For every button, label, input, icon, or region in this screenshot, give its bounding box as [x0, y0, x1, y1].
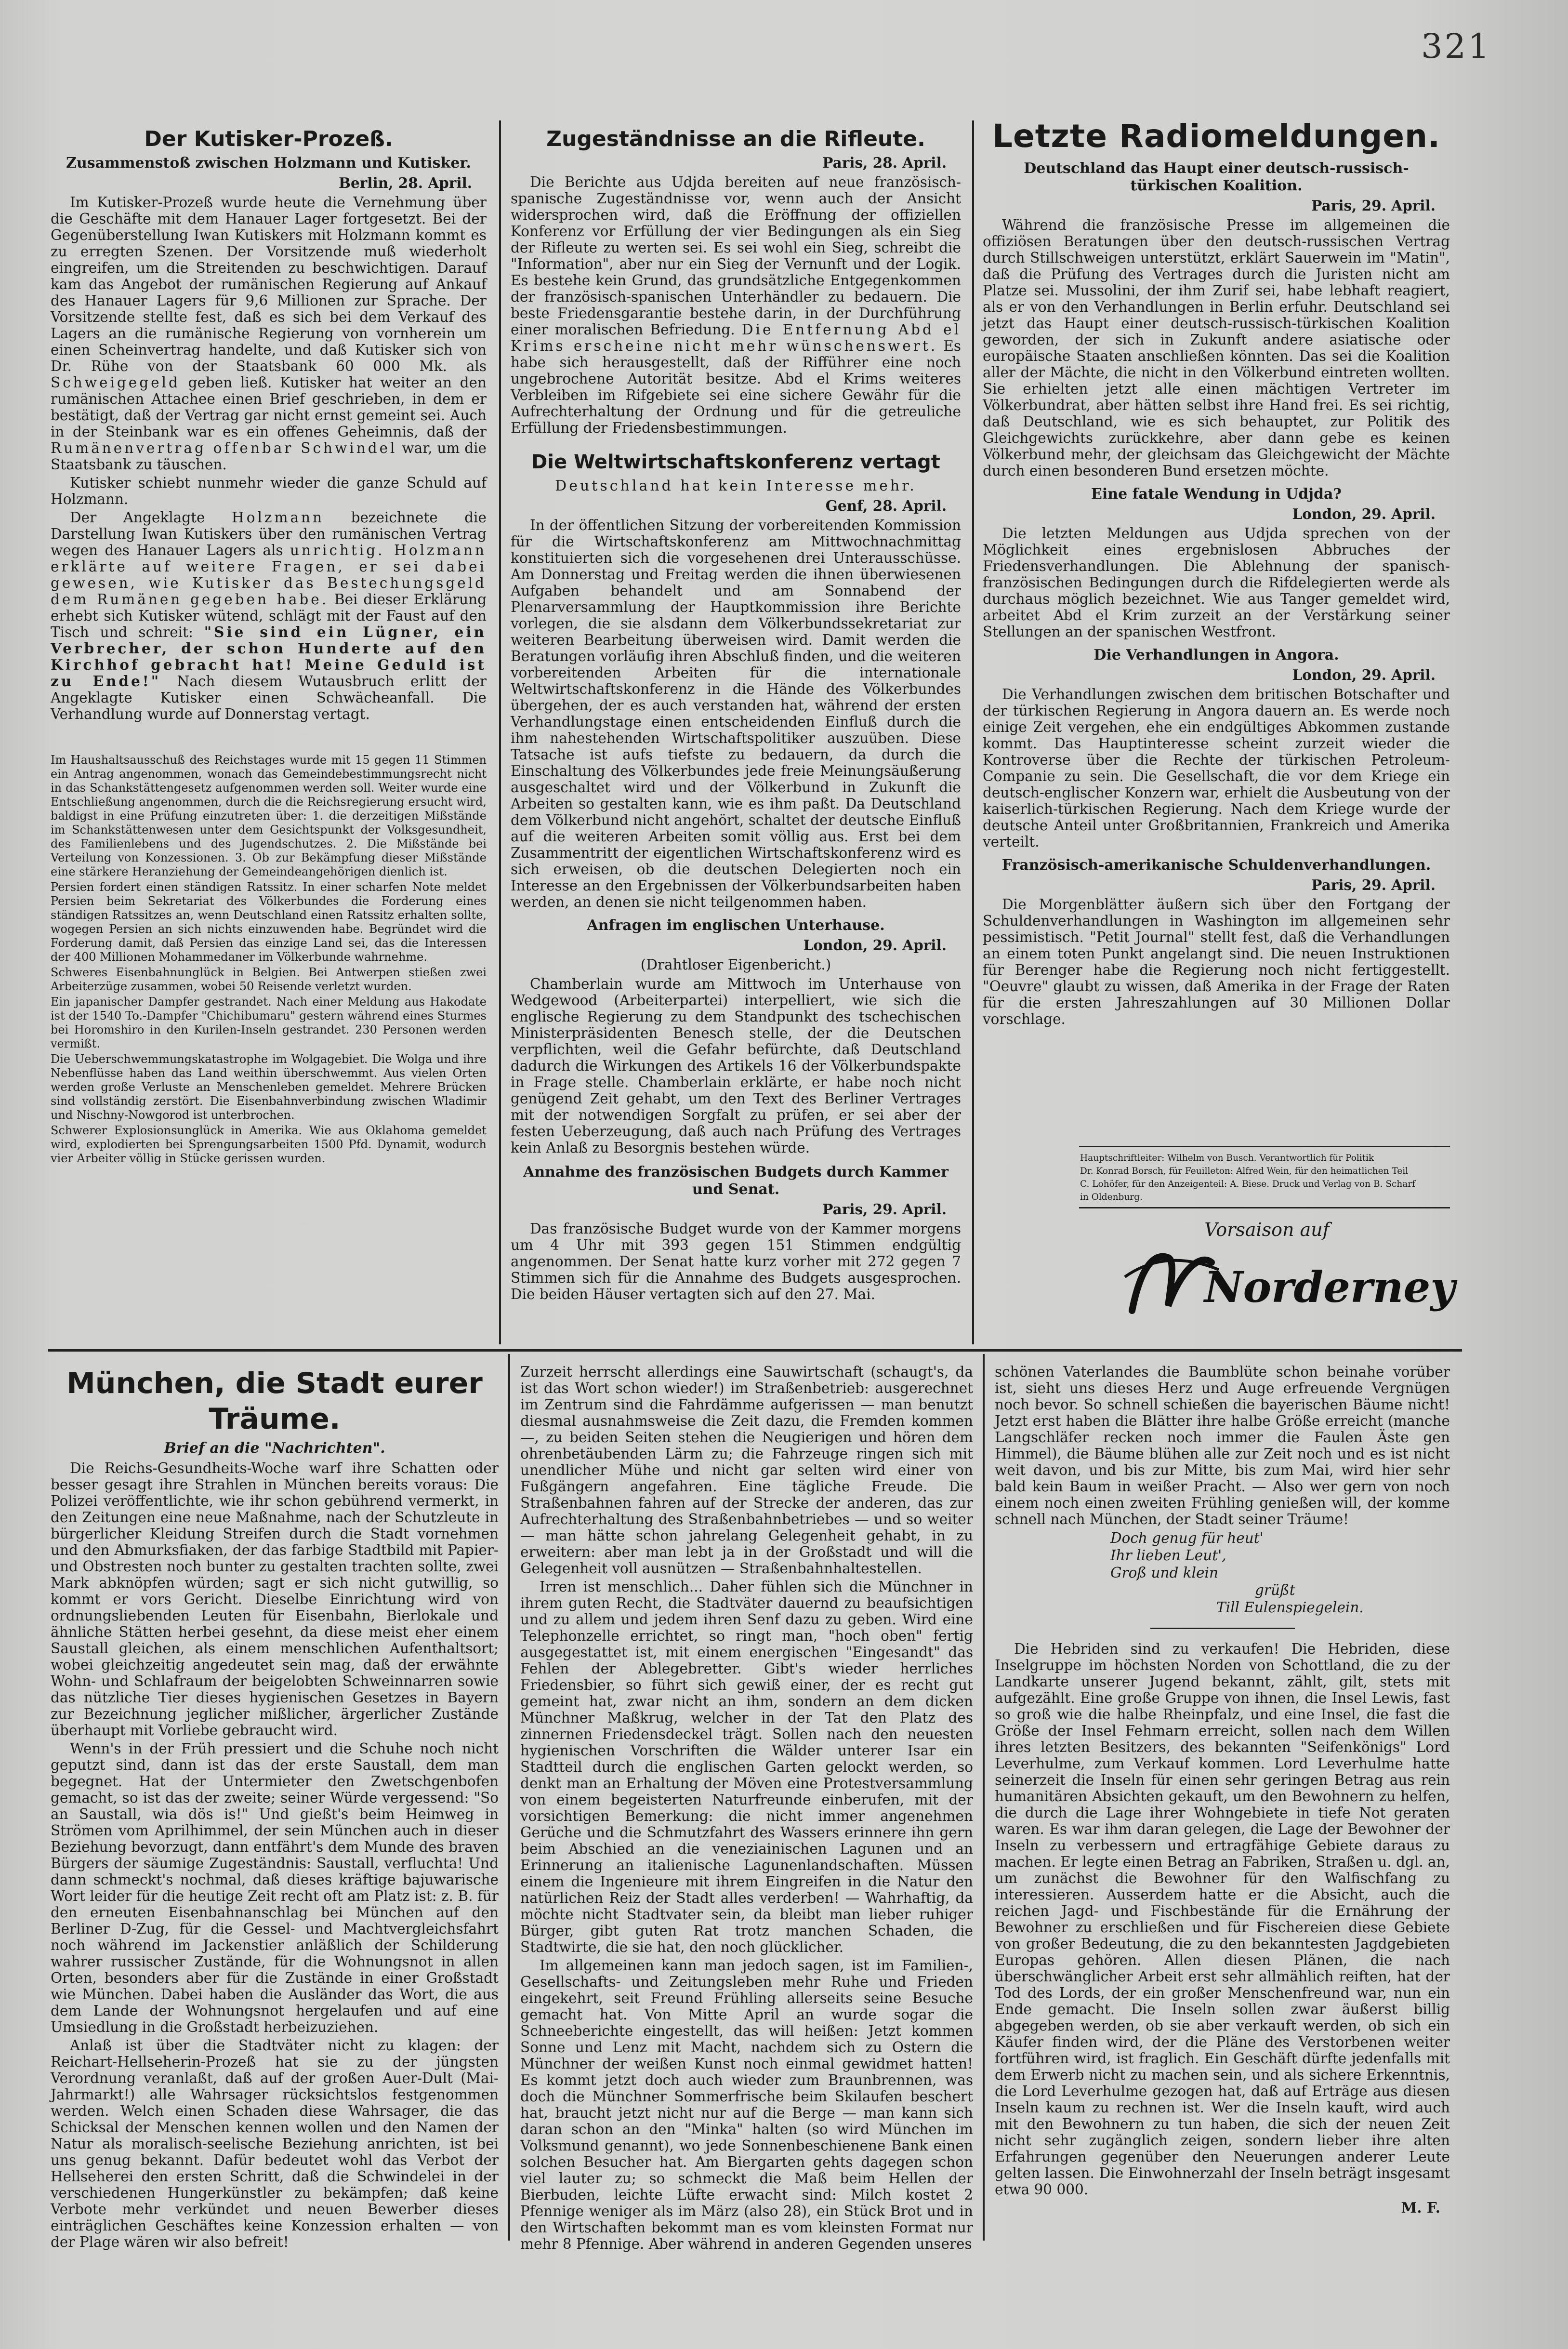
- munich-column-2: [520, 1364, 973, 2252]
- munich-column-1: [51, 1364, 499, 2250]
- advert-word: Norderney: [1204, 1262, 1455, 1312]
- dateline: Paris, 29. April.: [1311, 876, 1436, 893]
- greeting-line: Groß und klein: [1110, 1565, 1218, 1581]
- paragraph: Anlaß ist über die Stadtväter nicht zu klagen: der Reichart-Hellseherin-Prozeß hat sie zu der jüngsten Verordnung veranlaßt, daß auf der großen Auer-Dult (Mai-Jahrmarkt!) alle Wahrsager rücksichtslos festgenommen werden. Welch einen Schaden diese Wahrsager, die das Schicksal der Menschen kennen wollen und den Namen der Natur als moralisch-seelische Beziehung anrichten, ist bei uns genug bekannt. Dafür bedeutet wohl das Verbot der Hellseherei den ersten Schritt, daß die Schwindelei in der verschiedenen Hungerkünstler zu bekämpfen; daß keine Verbote mehr verkündet und neuen Bewerber dieses einträglichen Geschäftes keine Konzession erhalten — von der Plage wären wir also befreit!: [51, 2037, 499, 2250]
- news-brief: Die Ueberschwemmungskatastrophe im Wolgagebiet. Die Wolga und ihre Nebenflüsse haben das Land weithin überschwemmt. Aus vielen Orten werden große Verluste an Menschenleben gemeldet. Mehrere Brücken sind vollständig zerstört. Die Eisenbahnverbindung zwischen Wladimir und Nischny-Nowgorod ist unterbrochen.: [51, 1052, 487, 1122]
- paragraph: Das französische Budget wurde von der Kammer morgens um 4 Uhr mit 393 gegen 151 Stimmen endgültig angenommen. Der Senat hatte kurz vorher mit 272 gegen 7 Stimmen sich für die Annahme des Budgets ausgesprochen. Die beiden Häuser vertagten sich auf den 27. Mai.: [511, 1221, 961, 1302]
- imprint-line: in Oldenburg.: [1080, 1192, 1143, 1202]
- column-rule: [508, 1354, 510, 2241]
- article-subtitle: Eine fatale Wendung in Udjda?: [1091, 486, 1342, 503]
- dateline: Paris, 29. April.: [1311, 197, 1436, 214]
- news-brief: Persien fordert einen ständigen Ratssitz. In einer scharfen Note meldet Persien beim Sekretariat des Völkerbundes die Forderung eines ständigen Ratssitzes an, wenn Deutschland einen Ratssitz erhalten sollte, wogegen Persien an sich nichts einzuwenden habe. Begründet wird die Forderung damit, daß Persien das einzige Land sei, das die Interessen der 400 Millionen Mohammedaner im Völkerbunde wahrnehme.: [51, 880, 487, 964]
- dateline: Paris, 28. April.: [822, 154, 947, 171]
- paragraph: Der Angeklagte Holzmann bezeichnete die Darstellung Iwan Kutiskers über den rumänischen Vertrag wegen des Hanauer Lagers als unrichtig. Holzmann erklärte auf weitere Fragen, er sei dabei gewesen, wie Kutisker das Bestechungsgeld dem Rumänen gegeben habe. Bei dieser Erklärung erhebt sich Kutisker wütend, schlägt mit der Faust auf den Tisch und schreit: "Sie sind ein Lügner, ein Verbrecher, der schon Hunderte auf den Kirchhof gebracht hat! Meine Geduld ist zu Ende!" Nach diesem Wutausbruch erlitt der Angeklagte Kutisker einen Schwächeanfall. Die Verhandlung wurde auf Donnerstag vertagt.: [51, 509, 487, 722]
- signature: M. F.: [1401, 2199, 1440, 2216]
- article-subtitle: Deutschland das Haupt einer deutsch-russisch-türkischen Koalition.: [1024, 160, 1409, 194]
- dateline: Paris, 29. April.: [822, 1201, 947, 1218]
- imprint-line: Dr. Konrad Borsch, für Feuilleton: Alfred Wein, für den heimatlichen Teil: [1080, 1166, 1409, 1176]
- article-subtitle: Die Verhandlungen in Angora.: [1094, 647, 1339, 664]
- article-title: München, die Stadt eurer Träume.: [66, 1367, 483, 1436]
- greeting-line: Ihr lieben Leut',: [1110, 1547, 1226, 1564]
- greeting-line: Till Eulenspiegelein.: [1216, 1599, 1364, 1616]
- dateline: London, 29. April.: [803, 937, 947, 954]
- paragraph: Chamberlain wurde am Mittwoch im Unterhause von Wedgewood (Arbeiterpartei) interpelliert, wie sich die englische Regierung zu dem Standpunkt des tschechischen Ministerpräsidenten Benesch stelle, der die Deutschen verpflichten, weil die Gefahr befürchte, daß Deutschland dadurch die Wirkungen des Artikels 16 der Völkerbundspakte in Frage stelle. Chamberlain erklärte, er habe noch nicht genügend Zeit gehabt, um den Text des Berliner Vertrages mit der notwendigen Sorgfalt zu prüfen, er sei aber der festen Ueberzeugung, daß auch nach Prüfung des Vertrages kein Anlaß zu Besorgnis bestehen würde.: [511, 976, 961, 1156]
- paragraph: Die Verhandlungen zwischen dem britischen Botschafter und der türkischen Regierung in Angora dauern an. Es werde noch einige Zeit vergehen, ehe ein endgültiges Abkommen zustande kommt. Das Hauptinteresse scheint zurzeit wieder die Kontroverse über die Rechte der türkischen Petroleum-Companie zu sein. Die Gesellschaft, die vor dem Kriege ein deutsch-englischer Konzern war, erhielt die Ausbeutung von der kaiserlich-türkischen Regierung. Nach dem Kriege wurde der deutsche Anteil unter Großbritannien, Frankreich und Amerika verteilt.: [983, 686, 1450, 850]
- news-brief: Im Haushaltsausschuß des Reichstages wurde mit 15 gegen 11 Stimmen ein Antrag angenommen, wonach das Gemeindebestimmungsrecht nicht in das Schankstättengesetz aufgenommen werden soll. Weiter wurde eine Entschließung angenommen, durch die die Reichsregierung ersucht wird, baldigst in eine Prüfung einzutreten über: 1. die derzeitigen Mißstände im Schankstättenwesen unter dem Gesichtspunkt der Volksgesundheit, des Familienlebens und des Jugendschutzes. 2. Die Mißstände bei Verteilung von Konzessionen. 3. Ob zur Bekämpfung dieser Mißstände eine stärkere Heranziehung der Gemeindeangehörigen dienlich ist.: [51, 753, 487, 878]
- norderney-logo: [1122, 1243, 1455, 1320]
- article-title: Anfragen im englischen Unterhause.: [587, 917, 885, 934]
- column-left: [51, 123, 487, 1342]
- imprint-rule: [1079, 1146, 1450, 1147]
- article-subtitle: Französisch-amerikanische Schuldenverhandlungen.: [1001, 857, 1431, 874]
- column-rule: [983, 1354, 985, 2241]
- imprint-line: Hauptschriftleiter: Wilhelm von Busch. Verantwortlich für Politik: [1080, 1153, 1374, 1163]
- imprint-rule: [1079, 1207, 1450, 1208]
- page-number: 321: [1421, 27, 1491, 66]
- dateline: London, 29. April.: [1292, 505, 1436, 522]
- section-rule: [48, 1349, 1462, 1352]
- news-brief: Schwerer Explosionsunglück in Amerika. Wie aus Oklahoma gemeldet wird, explodierten bei Sprengungsarbeiten 1500 Pfd. Dynamit, wodurch vier Arbeiter völlig in Stücke gerissen wurden.: [51, 1124, 487, 1165]
- article-title: Der Kutisker-Prozeß.: [144, 127, 393, 151]
- article-subtitle: Brief an die "Nachrichten".: [164, 1440, 385, 1457]
- news-briefs: [51, 753, 487, 1166]
- dateline: Berlin, 28. April.: [339, 174, 472, 191]
- article-subtitle: Deutschland hat kein Interesse mehr.: [555, 478, 917, 494]
- separator-rule: [1150, 1628, 1295, 1629]
- paragraph: In der öffentlichen Sitzung der vorbereitenden Kommission für die Wirtschaftskonferenz am Mittwochnachmittag konstituierten sich die vorgesehenen drei Unterausschüsse. Am Donnerstag und Freitag werden die ihnen überwiesenen Aufgaben behandelt und am Sonnabend der Plenarversammlung der Hauptkommission ihre Berichte vorlegen, die sie alsdann dem Völkerbundssekretariat zur weiteren Bearbeitung überweisen wird. Damit werden die Beratungen vorläufig ihren Abschluß finden, und die weiteren vorbereitenden Arbeiten für die internationale Weltwirtschaftskonferenz in die Hände des Völkerbundes übergehen, der es auch verstanden hat, während der ersten Verhandlungstage einen entscheidenden Einfluß durch die ihm nahestehenden Wirtschaftspolitiker auszuüben. Diese Tatsache ist aufs tiefste zu bedauern, da durch die Einschaltung des Völkerbundes jede freie Meinungsäußerung ausgeschaltet wird und der Völkerbund in Zukunft die Arbeiten so gestalten kann, wie es ihm paßt. Da Deutschland dem Völkerbund nicht angehört, schaltet der deutsche Einfluß auf die weiteren Arbeiten somit völlig aus. Erst bei dem Zusammentritt der eigentlichen Wirtschaftskonferenz wird es sich erweisen, ob die deutschen Delegierten noch ein Interesse an den Ergebnissen der Völkerbundsarbeiten haben werden, an denen sie nicht teilgenommen haben.: [511, 517, 961, 910]
- greeting-line: Doch genug für heut': [1110, 1530, 1264, 1546]
- paragraph: Kutisker schiebt nunmehr wieder die ganze Schuld auf Holzmann.: [51, 475, 487, 507]
- paragraph: Die Reichs-Gesundheits-Woche warf ihre Schatten oder besser gesagt ihre Strahlen in München bereits voraus: Die Polizei veröffentlichte, wie ihr schon gebührend vermerkt, in den Zeitungen eine neue Maßnahme, nach der Schutzleute in bürgerlicher Kleidung Streifen durch die Stadt vornehmen und den Abmurksfiaken, der das farbige Stadtbild mit Papier- und Obstresten noch bunter zu gestalten trachten sollte, zwei Mark abknöpfen würden; sagt er sich nicht gutwillig, so kommt er vors Gericht. Dieselbe Einrichtung wird von ordnungsliebenden Leuten für Eisenbahn, Bierlokale und ähnliche Stätten herbei gesehnt, da diese meist eher einem Saustall gleichen, als einem menschlichen Aufenthaltsort; wobei gleichzeitig angedeutet sein mag, daß der erwähnte Wohn- und Schlafraum der beigelobten Schweinnarren sowie das nützliche Tier dieses hygienischen Gesetzes in Bayern zur Bezeichnung jeglicher mißlicher, ärgerlicher Zustände überhaupt mit Vorliebe gebraucht wird.: [51, 1460, 499, 1739]
- paragraph: Wenn's in der Früh pressiert und die Schuhe noch nicht geputzt sind, dann ist das der erste Saustall, dem man begegnet. Hat der Untermieter den Zwetschgenbofen gemacht, so ist das der zweite; seiner Würde vergessend: "So an Saustall, wia dös is!" Und gießt's beim Heimweg in Strömen vom Aprilhimmel, der sein München auch in dieser Beziehung bevorzugt, dann entfährt's dem Munde des braven Bürgers der säumige Zugeständnis: Saustall, verfluchta! Und dann schmeckt's nochmal, daß dieses kräftige bajuwarische Wort leider für die heutige Zeit recht oft am Platz ist: z. B. für den erneuten Eisenbahnanschlag bei München auf den Berliner D-Zug, für die Gessel- und Machtvergleichsfahrt noch während im Jackenstier anläßlich der Schilderung wahrer russischer Zustände, für die Wohnungsnot in allen Orten, besonders aber für die Zustände in einer Großstadt wie München. Dabei haben die Ausländer das Wort, die aus dem Lande der Wohnungsnot hergelaufen und auf eine Umsiedlung in die Großstadt herbeizuziehen.: [51, 1740, 499, 2035]
- news-brief: Schweres Eisenbahnunglück in Belgien. Bei Antwerpen stießen zwei Arbeiterzüge zusammen, wobei 50 Reisende verletzt wurden.: [51, 966, 487, 993]
- paragraph: Zurzeit herrscht allerdings eine Sauwirtschaft (schaugt's, da ist das Wort schon wieder!) im Straßenbetrieb: ausgerechnet im Zentrum sind die Fahrdämme aufgerissen — man benutzt diesmal ausnahmsweise die Zeit dazu, die Fremden kommen —, zu beiden Seiten stehen die Neugierigen und hören dem ohrenbetäubenden Lärm zu; die Fahrzeuge ringen sich mit unendlicher Mühe und nicht gar selten wird einer von Fußgängern angefahren. Eine tägliche Freude. Die Straßenbahnen fahren auf der Strecke der anderen, das zur Aufrechterhaltung des Straßenbahnbetriebes — und so weiter — man hätte schon jahrelang Gelegenheit gehabt, in zu erweitern: aber man lebt ja in der Großstadt und will die Gelegenheit voll ausnützen — Straßenbahnhaltestellen.: [520, 1364, 973, 1577]
- paragraph: Irren ist menschlich... Daher fühlen sich die Münchner in ihrem guten Recht, die Stadtväter dauernd zu beaufsichtigen und zu allem und jedem ihren Senf dazu zu geben. Wird eine Telephonzelle errichtet, so ringt man, "hoch oben" fertig ausgegestattet ist, mit einem energischen "Eingesandt" das Fehlen der Ablegebretter. Gibt's wieder herrliches Friedensbier, so führt sich gewiß einer, der es recht gut gemeint hat, zwar nicht an ihm, sondern an dem dicken Münchner Maßkrug, welcher in der Tat den Platz des zinnernen Friedensdeckel trägt. Sollen nach den neuesten hygienischen Vorschriften die Wälder unterer Isar ein Stadtteil durch die englischen Garten gelockt werden, so denkt man an Erhaltung der Möven eine Protestversammlung von einem begeisterten Naturfreunde einberufen, mit der vorsichtigen Bemerkung: die nicht immer angenehmen Gerüche und die Schmutzfahrt des Wassers erinnere ihn gern beim Abschied an die veneziainischen Lagunen und an Erinnerung an italienische Lagunenlandschaften. Müssen einem die Ingenieure mit ihrem Eingreifen in die Natur den natürlichen Reiz der Stadt alles verderben! — Wahrhaftig, da möchte nicht Stadtvater sein, da bleibt man lieber ruhiger Bürger, gibt guten Rat trotz manchen Schaden, die Stadtwirte, die sie hat, den noch glücklicher.: [520, 1579, 973, 1955]
- paragraph: Im Kutisker-Prozeß wurde heute die Vernehmung über die Geschäfte mit dem Hanauer Lager fortgesetzt. Bei der Gegenüberstellung Iwan Kutiskers mit Holzmann kommt es zu erregten Szenen. Der Vorsitzende muß wiederholt eingreifen, um die Streitenden zu beschwichtigen. Darauf kam das Angebot der rumänischen Regierung auf Ankauf des Hanauer Lagers für 9,6 Millionen zur Sprache. Der Vorsitzende stellte fest, daß es sich bei dem Verkauf des Lagers an die rumänische Regierung von vornherein um einen Scheinvertrag handelte, und daß Kutisker sich von Dr. Rühe von der Staatsbank 60 000 Mk. als Schweigegeld geben ließ. Kutisker hat weiter an den rumänischen Attachee einen Brief geschrieben, in dem er bestätigt, daß der Vertrag gar nicht ernst gemeint sei. Auch in der Steinbank war es ein offenes Geheimnis, daß der Rumänenvertrag offenbar Schwindel war, um die Staatsbank zu täuschen.: [51, 194, 487, 473]
- column-middle: [511, 123, 961, 1342]
- paragraph: Während die französische Presse im allgemeinen die offiziösen Beratungen über den deutsch-russischen Vertrag durch Stillschweigen unterstützt, erklärt Sauerwein im "Matin", daß die Prüfung des Vertrages durch die Juristen nicht am Platze sei. Mussolini, der ihm Zurif sei, habe lebhaft reagiert, als er von den Verhandlungen in Berlin erfuhr. Deutschland sei jetzt das Haupt einer deutsch-russisch-türkischen Koalition geworden, der sich in Zukunft andere asiatische oder europäische Staaten anschließen könnten. Das sei die Koalition aller der Mächte, die nicht in den Völkerbund eintreten wollten. Sie erhielten jetzt alle einen mächtigen Vertreter im Völkerbundrat, aber hätten selbst ihre Hand frei. Es sei richtig, daß Deutschland, wie es sich behauptet, zur Politik des Gleichgewichts zurückkehre, aber dann gebe es keinen Völkerbund mehr, der gleichsam das Gleichgewicht der Mächte durch einen besonderen Bund ersetzen möchte.: [983, 217, 1450, 479]
- imprint-line: C. Lohöfer, für den Anzeigenteil: A. Biese. Druck und Verlag von B. Scharf: [1080, 1179, 1416, 1189]
- article-subtitle: (Drahtloser Eigenbericht.): [640, 956, 831, 973]
- advertisement: [1084, 1219, 1455, 1335]
- paragraph: Im allgemeinen kann man jedoch sagen, ist im Familien-, Gesellschafts- und Zeitungsleben mehr Ruhe und Frieden eingekehrt, seit Freund Frühling allerseits seine Besuche gemacht hat. Von Mitte April an wurde sogar die Schneeberichte eingestellt, das will heißen: Jetzt kommen Sonne und Lenz mit Macht, nachdem sich zu Ostern die Münchner der weißen Kunst noch einmal gewidmet hatten! Es kommt jetzt doch auch wieder zum Braunbrennen, was doch die Münchner Sommerfrische beim Skilaufen beschert hat, braucht jetzt nicht nur auf die Berge — man kann sich daran schon an den "Minka" halten (so wird München im Volksmund genannt), wo jede Sonnenbeschienene Bank einen solchen Besucher hat. Am Biergarten gehts dagegen schon viel lauter zu; so schmeckt die Maß beim Hellen der Bierbuden, leichte Lüfte erwacht sind: Milch kostet 2 Pfennige weniger als im März (also 28), ein Stück Brot und in den Wirtschaften bekommt man es vom kleinsten Format nur mehr 8 Pfennige. Aber während in anderen Gegenden unseres: [520, 1957, 973, 2252]
- dateline: Genf, 28. April.: [825, 497, 947, 514]
- greeting-line: grüßt: [1255, 1582, 1295, 1598]
- closing-greeting: [1110, 1529, 1450, 1616]
- paragraph: Die Berichte aus Udjda bereiten auf neue französisch-spanische Zugeständnisse vor, wenn auch der Ansicht widersprochen wird, daß die Eröffnung der offiziellen Konferenz vor Erfüllung der vier Bedingungen als ein Sieg der Rifleute zu werten sei. Es sei wohl ein Sieg, schreibt die "Information", aber nur ein Sieg der Vernunft und der Logik. Es bestehe kein Grund, das grundsätzliche Entgegenkommen der französisch-spanischen Unterhändler zu bedauern. Die beste Friedensgarantie bestehe darin, in der Durchführung einer moralischen Befriedung. Die Entfernung Abd el Krims erscheine nicht mehr wünschenswert. Es habe sich herausgestellt, daß der Rifführer eine noch ungebrochene Autorität besitze. Abd el Krims weiteres Verbleiben im Rifgebiete sei eine sichere Gewähr für die Aufrechterhaltung der Ordnung und für die getreuliche Erfüllung der Friedensbestimmungen.: [511, 174, 961, 436]
- paragraph: Die Morgenblätter äußern sich über den Fortgang der Schuldenverhandlungen in Washington im allgemeinen sehr pessimistisch. "Petit Journal" stellt fest, daß die Verhandlungen an einem toten Punkt angelangt sind. Die neuen Instruktionen für Berenger habe die Regierung noch nicht fertiggestellt. "Oeuvre" glaubt zu wissen, daß Amerika in der Frage der Raten für die ersten Jahreszahlungen auf 30 Millionen Dollar vorschlage.: [983, 896, 1450, 1027]
- munich-column-3: [995, 1364, 1450, 2241]
- article-title: Zugeständnisse an die Rifleute.: [546, 127, 925, 151]
- column-rule: [499, 120, 501, 1344]
- dateline: London, 29. April.: [1292, 666, 1436, 683]
- news-brief: Ein japanischer Dampfer gestrandet. Nach einer Meldung aus Hakodate ist der 1540 To.-Dampfer "Chichibumaru" gestern während eines Sturmes bei Horomshiro in den Kurilen-Inseln gestrandet. 230 Personen werden vermißt.: [51, 995, 487, 1050]
- column-rule: [972, 120, 974, 1344]
- imprint: [1080, 1152, 1446, 1204]
- column-right: [983, 116, 1450, 1142]
- section-title: Letzte Radiomeldungen.: [992, 118, 1441, 155]
- article-title: Annahme des französischen Budgets durch Kammer und Senat.: [523, 1164, 949, 1198]
- article-title: Die Weltwirtschaftskonferenz vertagt: [531, 451, 940, 473]
- advert-lead: Vorsaison auf: [1204, 1219, 1330, 1240]
- paragraph: Die letzten Meldungen aus Udjda sprechen von der Möglichkeit eines ergebnislosen Abbruches der Friedensverhandlungen. Die Ablehnung der spanisch-französischen Bedingungen durch die Rifdelegierten werde als durchaus möglich bezeichnet. Wie aus Tanger gemeldet wird, arbeitet Abd el Krim zurzeit an der Verstärkung seiner Stellungen an der spanischen Westfront.: [983, 525, 1450, 640]
- article-subtitle: Zusammenstoß zwischen Holzmann und Kutisker.: [66, 155, 471, 172]
- paragraph: Die Hebriden sind zu verkaufen! Die Hebriden, diese Inselgruppe im höchsten Norden von Schottland, die zu der Landkarte unserer Jugend bekannt, zählt, gilt, stets mit aufgezählt. Eine große Gruppe von ihnen, die Insel Lewis, fast so groß wie die halbe Rheinpfalz, und eine Insel, die fast die Größe der Insel Fehmarn erreicht, sollen nach dem Willen ihres letzten Besitzers, des bekannten "Seifenkönigs" Lord Leverhulme, zum Verkauf kommen. Lord Leverhulme hatte seinerzeit die Inseln für einen sehr geringen Betrag aus rein humanitären Absichten gekauft, um den Bewohnern zu helfen, die durch die Lage ihrer Wohngebiete in tiefe Not geraten waren. Es war ihm daran gelegen, die Lage der Bewohner der Inseln zu verbessern und ertragfähige Gebiete daraus zu machen. Er legte einen Betrag an Fabriken, Straßen u. dgl. an, um zunächst die Bewohner für den Walfischfang zu interessieren. Ausserdem hatte er die Absicht, auch die reichen Jagd- und Fischbestände für die Ernährung der Bewohner zu erschließen und für Fischereien diese Gebiete von großer Bedeutung, die zu den bekanntesten Jagdgebieten Europas gehören. Allen diesen Plänen, die nach überschwänglicher Arbeit erst sehr allmählich reiften, hat der Tod des Lords, der ein großer Menschenfreund war, nun ein Ende gemacht. Die Inseln sollen zwar äußerst billig abgegeben werden, ob sie aber verkauft werden, ob sich ein Käufer finden wird, der die Pläne des Verstorbenen weiter fortführen wird, ist fraglich. Ein Geschäft dürfte jedenfalls mit dem Erwerb nicht zu machen sein, und als sichere Erkenntnis, die Lord Leverhulme gezogen hat, daß auf Erträge aus diesen Inseln kaum zu rechnen ist. Wer die Inseln kauft, wird auch mit den Bewohnern zu tun haben, die sich der neuen Zeit nicht sehr zugänglich zeigen, sondern lieber ihre alten Erfahrungen gegenüber den Neuerungen anderer Leute gelten lassen. Die Einwohnerzahl der Inseln beträgt insgesamt etwa 90 000.: [995, 1641, 1450, 2198]
- paragraph: schönen Vaterlandes die Baumblüte schon beinahe vorüber ist, sieht uns dieses Herz und Auge erfreuende Vergnügen noch bevor. So schnell schießen die bayerischen Bäume nicht! Jetzt erst haben die Blätter ihre halbe Größe erreicht (manche Langschläfer recken noch immer die Faulen Äste gen Himmel), die Bäume blühen alle zur Zeit noch und es ist nicht weit davon, und bis zur Mitte, bis zum Mai, wird hier sehr bald kein Baum in weißer Pracht. — Also wer gern von noch einem noch einen zweiten Frühling genießen will, der komme schnell nach München, der Stadt seiner Träume!: [995, 1364, 1450, 1527]
